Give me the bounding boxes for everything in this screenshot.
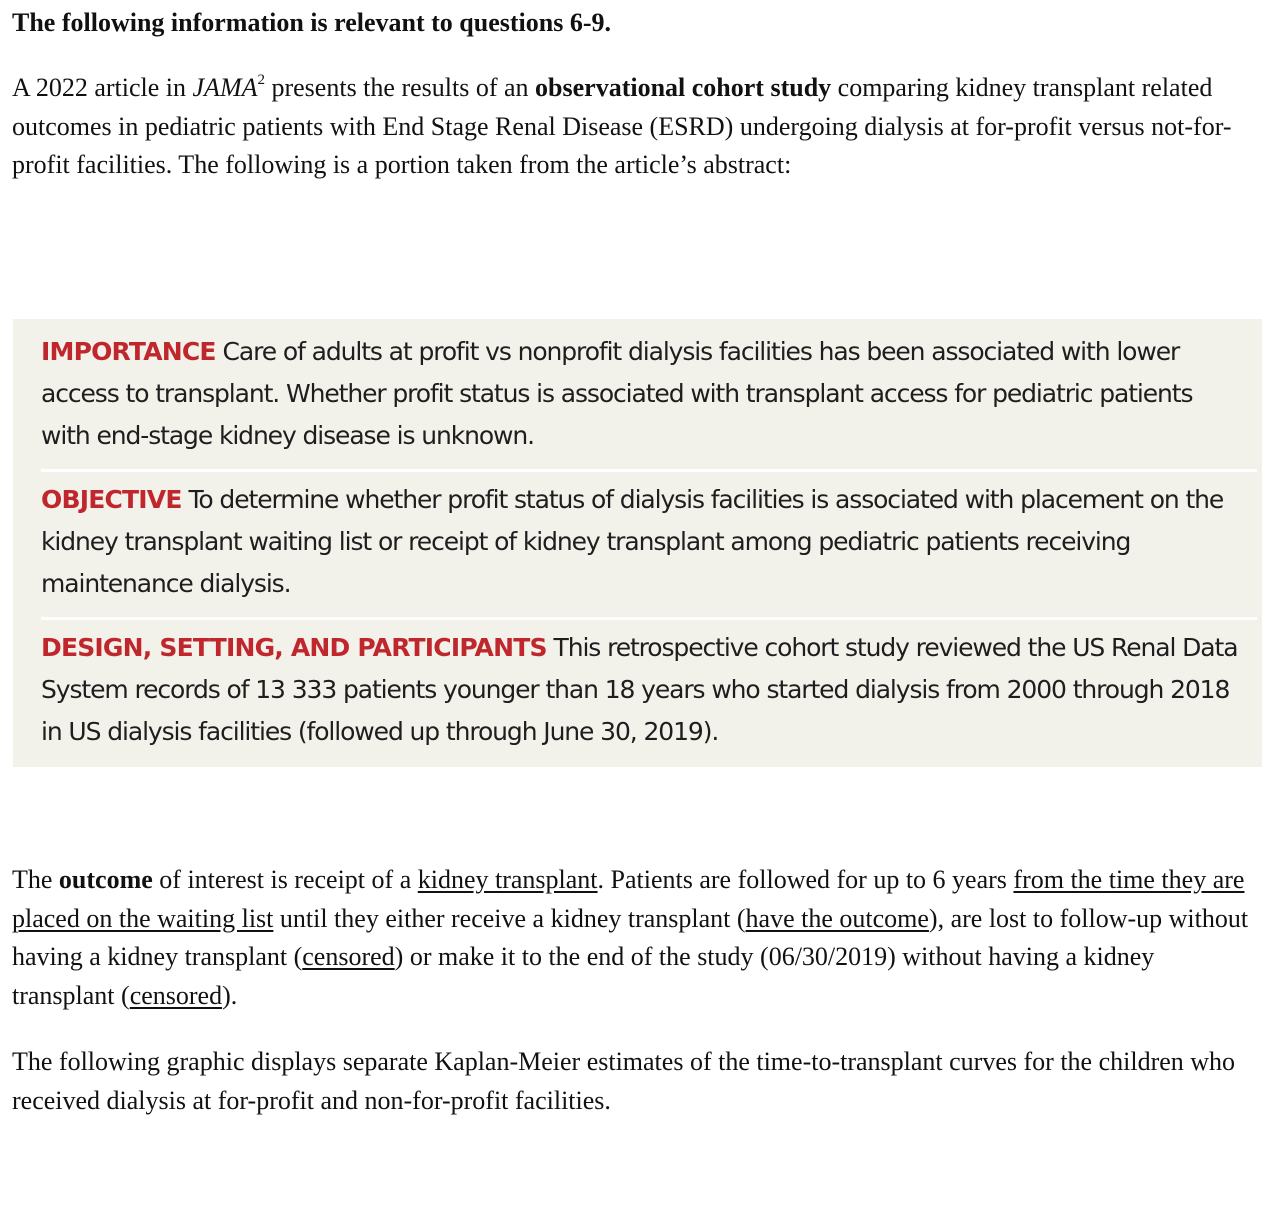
study-type: observational cohort study <box>535 73 832 102</box>
outcome-bold: outcome <box>58 865 153 894</box>
underline-censored-1: censored <box>302 942 395 971</box>
intro-text-1: A 2022 article in <box>12 73 193 102</box>
underline-waiting-list: from the time they are placed on the waiting list <box>12 865 1245 933</box>
underline-kidney-transplant: kidney transplant <box>417 865 598 894</box>
objective-text: To determine whether profit status of dialysis facilities is associated with placement on the kidney transplant waiting list or receipt of kidney transplant among pediatric patients receiving maintenance dialysis. <box>41 485 1224 598</box>
journal-name: JAMA <box>192 73 258 102</box>
intro-text-2: presents the results of an <box>264 73 536 102</box>
design-text: This retrospective cohort study reviewed the US Renal Data System records of 13 333 patients younger than 18 years who started dialysis from 2000 through 2018 in US dialysis facilities (followed up through June 30, 2019). <box>41 633 1238 746</box>
outcome-text-4: until they either receive a kidney transplant ( <box>273 903 746 933</box>
design-label: DESIGN, SETTING, AND PARTICIPANTS <box>41 633 547 662</box>
outcome-text-6: ) or make it to the end of the study (06/30/2019) without having a kidney transplant ( <box>12 942 1155 1010</box>
outcome-text-7: ). <box>222 980 238 1010</box>
outcome-text-1: The <box>12 865 59 894</box>
underline-censored-2: censored <box>129 980 223 1010</box>
outcome-text-2: of interest is receipt of a <box>152 865 418 894</box>
objective-label: OBJECTIVE <box>41 485 182 514</box>
underline-have-outcome: have the outcome <box>745 903 929 933</box>
intro-text-3: comparing kidney transplant related outcomes in pediatric patients with End Stage Renal Disease (ESRD) undergoing dialysis at for-profit versus not-for-profit facilities. The following is a portion taken from the article’s abstract: <box>12 73 1232 179</box>
abstract-objective <box>41 479 1241 605</box>
abstract-divider <box>41 469 1257 472</box>
graphic-intro-paragraph: The following graphic displays separate Kaplan-Meier estimates of the time-to-transplant curves for the children who received dialysis at for-profit and non-for-profit facilities. <box>12 1047 1236 1115</box>
abstract-design <box>41 627 1241 753</box>
importance-label: IMPORTANCE <box>41 337 216 366</box>
outcome-text-5: ), are lost to follow-up without having a kidney transplant ( <box>12 903 1249 971</box>
intro-paragraph <box>12 69 1262 185</box>
abstract-importance <box>41 331 1241 457</box>
outcome-text-3: . Patients are followed for up to 6 years <box>597 865 1014 894</box>
importance-text: Care of adults at profit vs nonprofit dialysis facilities has been associated with lower access to transplant. Whether profit status is associated with transplant access for pediatric patients with end-stage kidney disease is unknown. <box>41 337 1193 450</box>
abstract-divider <box>41 617 1257 620</box>
outcome-paragraph <box>12 861 1262 1015</box>
abstract-excerpt <box>13 319 1262 767</box>
reference-superscript: 2 <box>257 72 265 88</box>
section-heading: The following information is relevant to questions 6-9. <box>12 8 611 37</box>
